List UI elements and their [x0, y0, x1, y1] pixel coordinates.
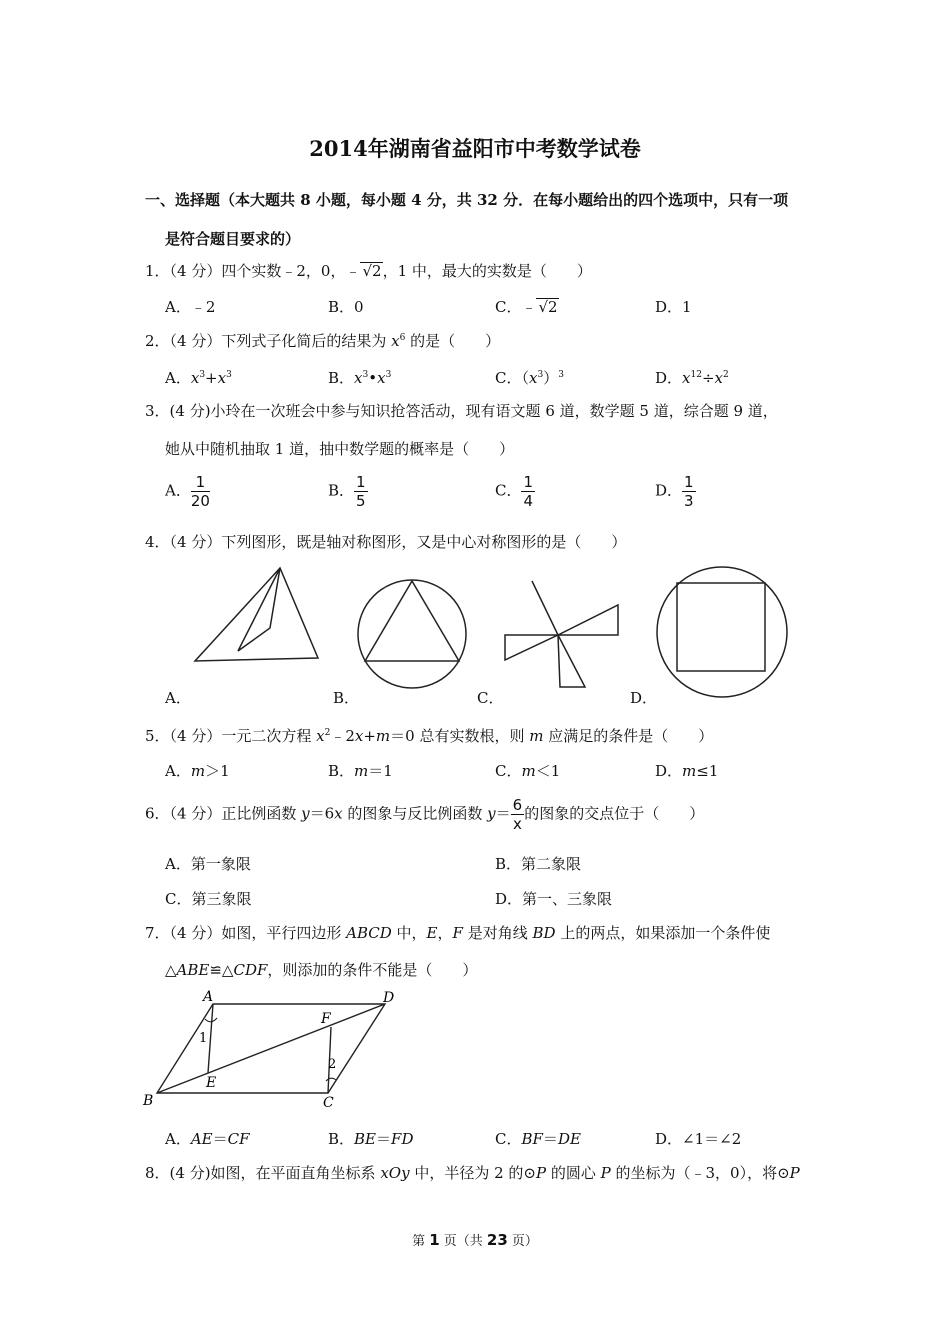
page-number: 1 [429, 1231, 440, 1249]
q6-option-a: A．第一象限 [165, 855, 251, 873]
q7-option-a: A．AE＝CF [165, 1130, 250, 1148]
q4-figure-d [655, 565, 790, 700]
section-heading-cont: 是符合题目要求的） [165, 230, 301, 248]
question-1: 1．（4 分）四个实数﹣2，0，﹣ √2，1 中，最大的实数是（ ） [145, 262, 592, 280]
q1-option-a: A．﹣2 [165, 298, 216, 316]
sqrt-symbol: √2 [362, 262, 382, 280]
segment-ae [208, 1004, 213, 1073]
question-7-line2: △ABE≌△CDF，则添加的条件不能是（ ） [165, 961, 478, 979]
q5-option-b: B．m＝1 [328, 762, 393, 780]
q2-option-c: C．$(x^3)^3$ [495, 369, 564, 387]
q4-figure-c [500, 577, 625, 692]
diagonal-bd [157, 1004, 385, 1093]
label-angle-2: 2 [328, 1057, 337, 1072]
q4-figure-a [190, 563, 330, 693]
page-footer: 第 1 页（共 23 页） [412, 1231, 538, 1249]
q3-option-c: C． $\frac{1}{4}$ [495, 473, 534, 510]
section-heading: 一、选择题（本大题共 8 小题，每小题 4 分，共 32 分．在每小题给出的四个选项中，只有一项 [145, 191, 789, 209]
q3-option-a: A． $\frac{1}{20}$ [165, 473, 210, 510]
q6-option-c: C．第三象限 [165, 890, 252, 908]
question-3-line2: 她从中随机抽取 1 道，抽中数学题的概率是（ ） [165, 440, 515, 458]
q5-option-d: D．m≤1 [655, 762, 719, 780]
q3-option-b: B． $\frac{1}{5}$ [328, 473, 366, 510]
question-6: 6．（4 分）正比例函数 y＝6x 的图象与反比例函数 y＝ $\frac{6}{x}$ 的图象的交点位于（ ） [145, 796, 705, 833]
label-f: F [321, 1011, 331, 1027]
q6-option-b: B．第二象限 [495, 855, 582, 873]
q4-option-d: D． [630, 689, 658, 707]
q7-parallelogram-figure [140, 985, 400, 1110]
question-7-line1: 7．（4 分）如图，平行四边形 ABCD 中，E，F 是对角线 BD 上的两点，如果添加一个条件使 [145, 924, 771, 942]
question-3-line1: 3．(4 分)小玲在一次班会中参与知识抢答活动，现有语文题 6 道，数学题 5 道，综合题 9 道， [145, 402, 778, 420]
q1-option-d: D．1 [655, 298, 692, 316]
q4-option-c: C． [477, 689, 504, 707]
label-b: B [143, 1093, 154, 1109]
q4-figure-b [355, 577, 470, 692]
q3-option-d: D． $\frac{1}{3}$ [655, 473, 694, 510]
angle-2-arc [326, 1078, 336, 1081]
fraction-6-over-x: $\frac{6}{x}$ [512, 796, 523, 833]
figure-a-inner [238, 568, 280, 651]
q2-option-a: A．$x^3+x^3$ [165, 369, 232, 387]
q7-option-c: C．BF＝DE [495, 1130, 581, 1148]
q4-option-a: A． [165, 689, 191, 707]
question-2: 2．（4 分）下列式子化简后的结果为 $x^6$ 的是（ ） [145, 332, 501, 350]
q1-option-c: C．﹣ √2 [495, 298, 558, 316]
q1-option-b: B．0 [328, 298, 364, 316]
q7-option-b: B．BE＝FD [328, 1130, 414, 1148]
label-c: C [323, 1095, 334, 1110]
question-5: 5．（4 分）一元二次方程 $x^2﹣2x+m=0$ 总有实数根，则 m 应满足的条件是（ ） [145, 727, 714, 745]
label-angle-1: 1 [199, 1031, 208, 1046]
angle-1-arc [205, 1018, 217, 1022]
page-title: 2014年湖南省益阳市中考数学试卷 [309, 136, 641, 161]
q5-option-a: A．m＞1 [165, 762, 230, 780]
q4-option-b: B． [333, 689, 360, 707]
label-a: A [203, 989, 214, 1005]
label-e: E [206, 1075, 217, 1091]
label-d: D [383, 990, 395, 1006]
page-total: 23 [486, 1231, 508, 1249]
q7-option-d: D．∠1＝∠2 [655, 1130, 742, 1148]
q2-option-b: B．$x^3•x^3$ [328, 369, 392, 387]
q6-option-d: D．第一、三象限 [495, 890, 613, 908]
q5-option-c: C．m＜1 [495, 762, 561, 780]
question-8: 8．(4 分)如图，在平面直角坐标系 xOy 中，半径为 2 的⊙P 的圆心 P 的坐标为（﹣3，0），将⊙P [145, 1164, 800, 1182]
question-4: 4．（4 分）下列图形，既是轴对称图形，又是中心对称图形的是（ ） [145, 533, 627, 551]
q2-option-d: D．$x^{12}\div x^2$ [655, 369, 729, 387]
